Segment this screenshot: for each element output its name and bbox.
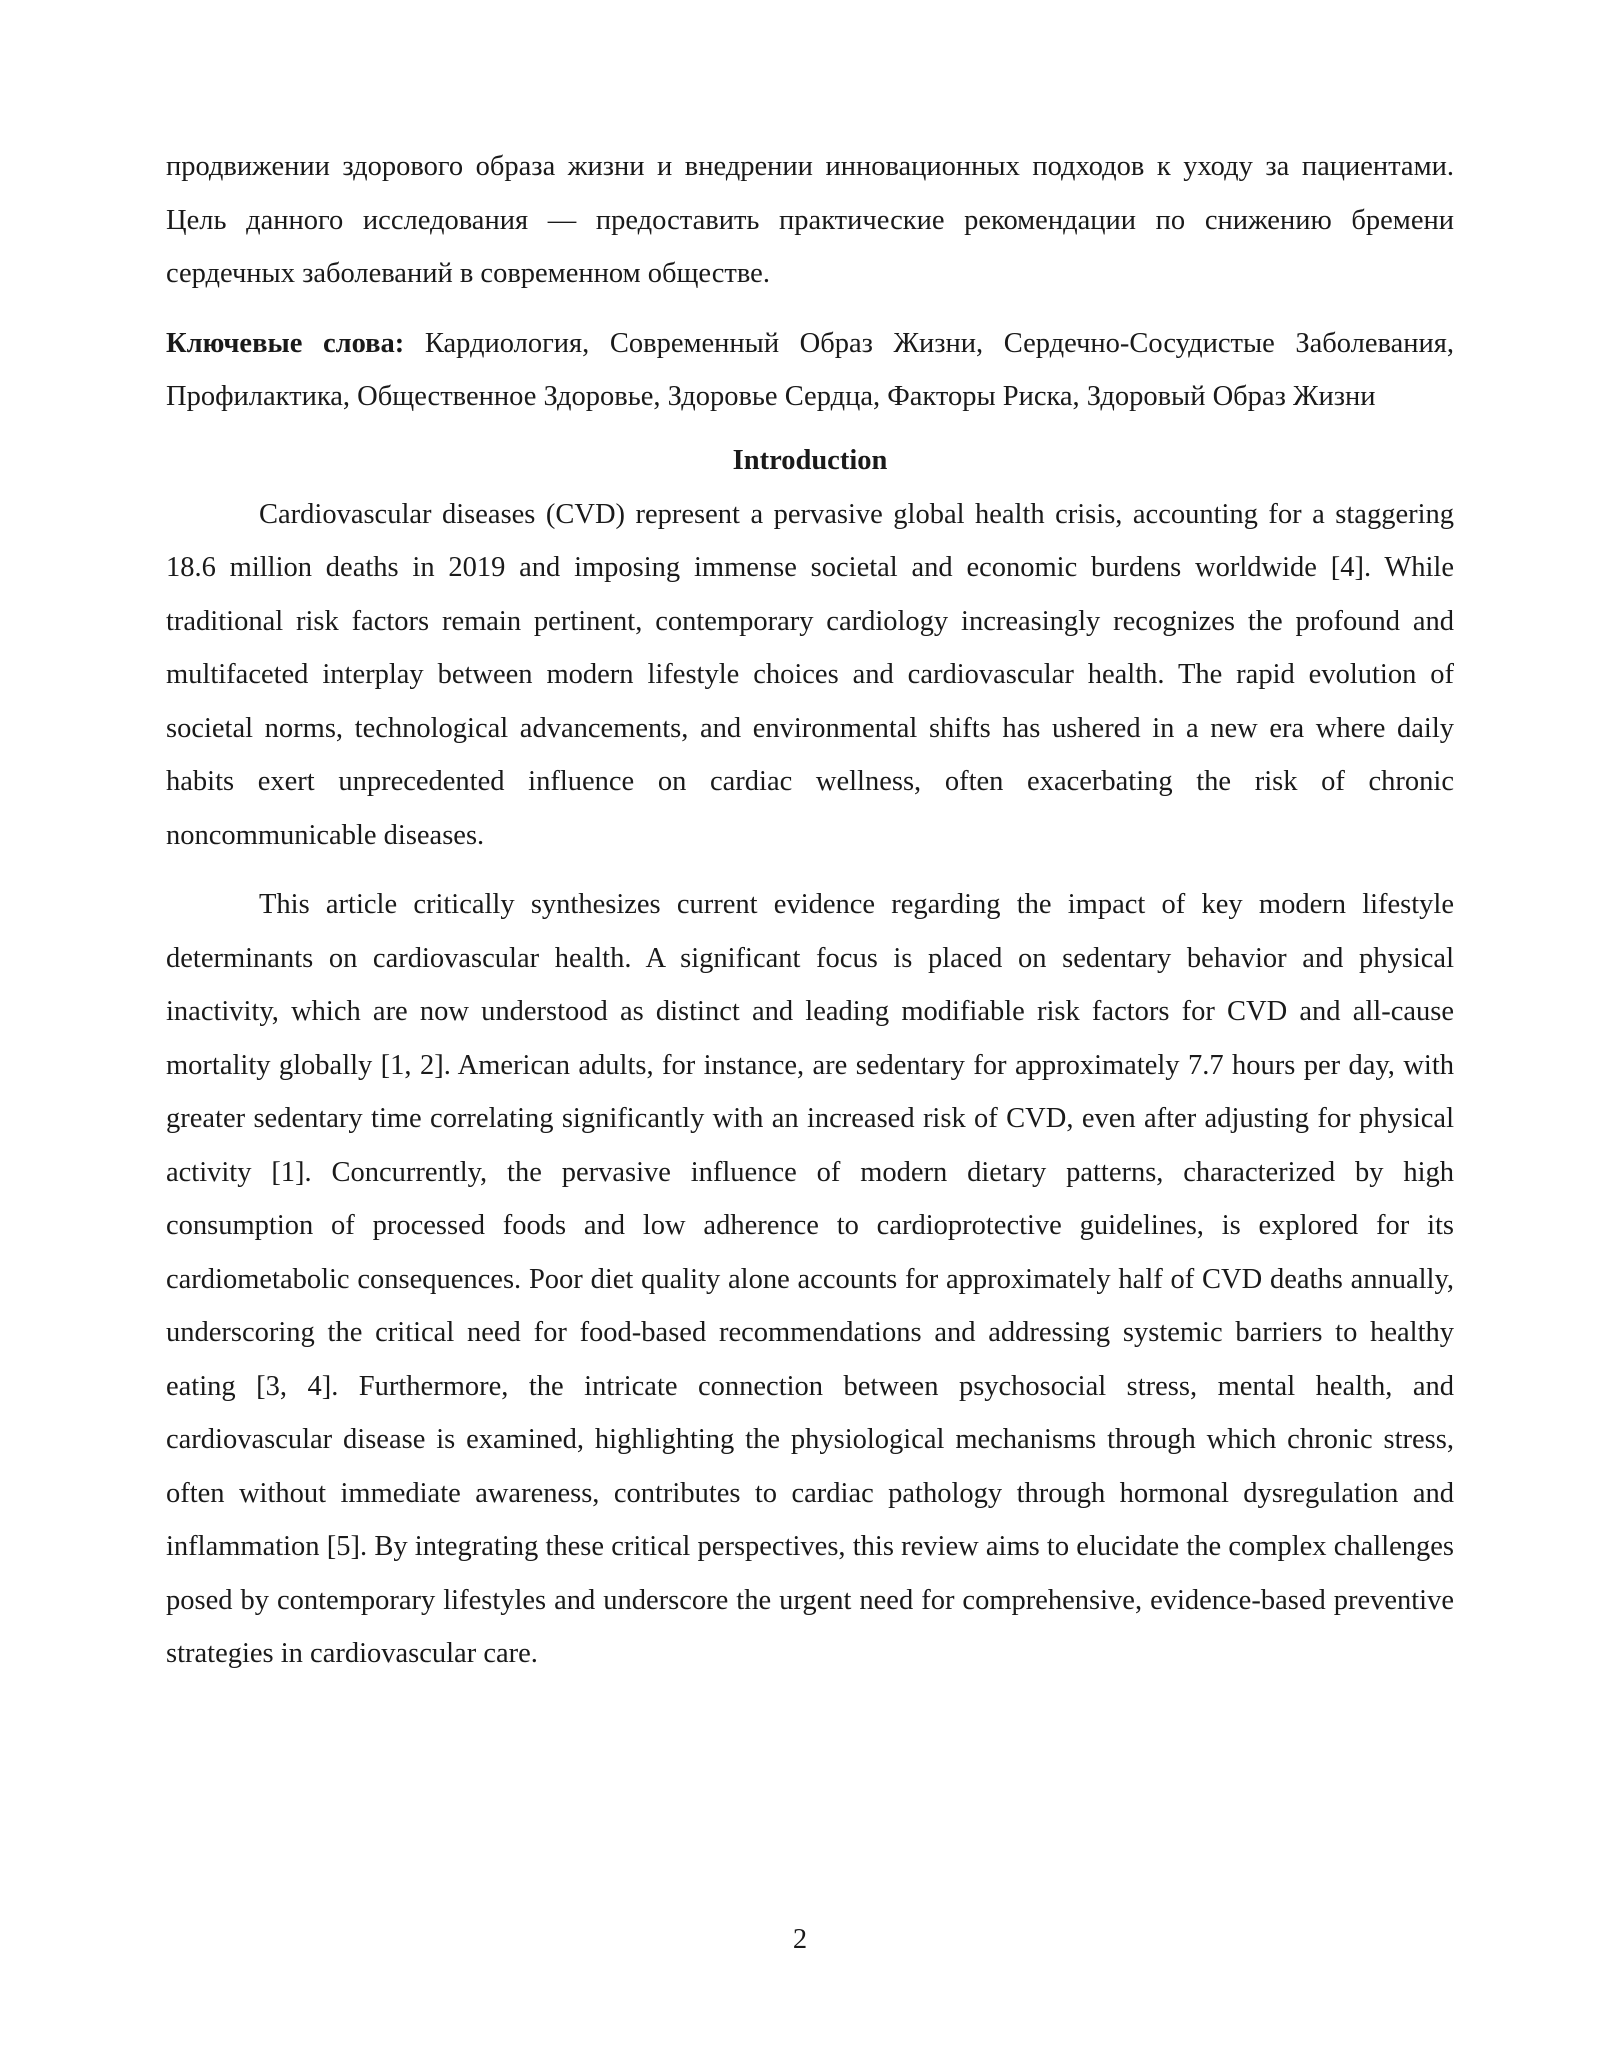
keywords-label: Ключевые слова: (166, 327, 405, 359)
abstract-paragraph: продвижении здорового образа жизни и внедрении инновационных подходов к уходу за пациентами. Цель данного исследования — предоставить практические рекомендации по снижению бремени сердечных заболеваний в современном обществе. (166, 151, 1454, 289)
intro-paragraph-2: This article critically synthesizes current evidence regarding the impact of key modern lifestyle determinants on cardiovascular health. A significant focus is placed on sedentary behavior and physical inactivity, which are now understood as distinct and leading modifiable risk factors for CVD and all-cause mortality globally [1, 2]. American adults, for instance, are sedentary for approximately 7.7 hours per day, with greater sedentary time correlating significantly with an increased risk of CVD, even after adjusting for physical activity [1]. Concurrently, the pervasive influence of modern dietary patterns, characterized by high consumption of processed foods and low adherence to cardioprotective guidelines, is explored for its cardiometabolic consequences. Poor diet quality alone accounts for approximately half of CVD deaths annually, underscoring the critical need for food-based recommendations and addressing systemic barriers to healthy eating [3, 4]. Furthermore, the intricate connection between psychosocial stress, mental health, and cardiovascular disease is examined, highlighting the physiological mechanisms through which chronic stress, often without immediate awareness, contributes to cardiac pathology through hormonal dysregulation and inflammation [5]. By integrating these critical perspectives, this review aims to elucidate the complex challenges posed by contemporary lifestyles and underscore the urgent need for comprehensive, evidence-based preventive strategies in cardiovascular care. (166, 889, 1454, 1669)
page-body (166, 140, 1454, 1681)
keywords-text: Кардиология, Современный Образ Жизни, Сердечно-Сосудистые Заболевания, Профилактика, Общественное Здоровье, Здоровье Сердца, Факторы Риска, Здоровый Образ Жизни (166, 327, 1454, 412)
intro-paragraph-1: Cardiovascular diseases (CVD) represent a pervasive global health crisis, accounting for a staggering 18.6 million deaths in 2019 and imposing immense societal and economic burdens worldwide [4]. While traditional risk factors remain pertinent, contemporary cardiology increasingly recognizes the profound and multifaceted interplay between modern lifestyle choices and cardiovascular health. The rapid evolution of societal norms, technological advancements, and environmental shifts has ushered in a new era where daily habits exert unprecedented influence on cardiac wellness, often exacerbating the risk of chronic noncommunicable diseases. (166, 498, 1454, 851)
keywords-paragraph (166, 317, 1454, 424)
section-title-introduction: Introduction (732, 444, 888, 476)
page-number: 2 (792, 1924, 808, 1955)
